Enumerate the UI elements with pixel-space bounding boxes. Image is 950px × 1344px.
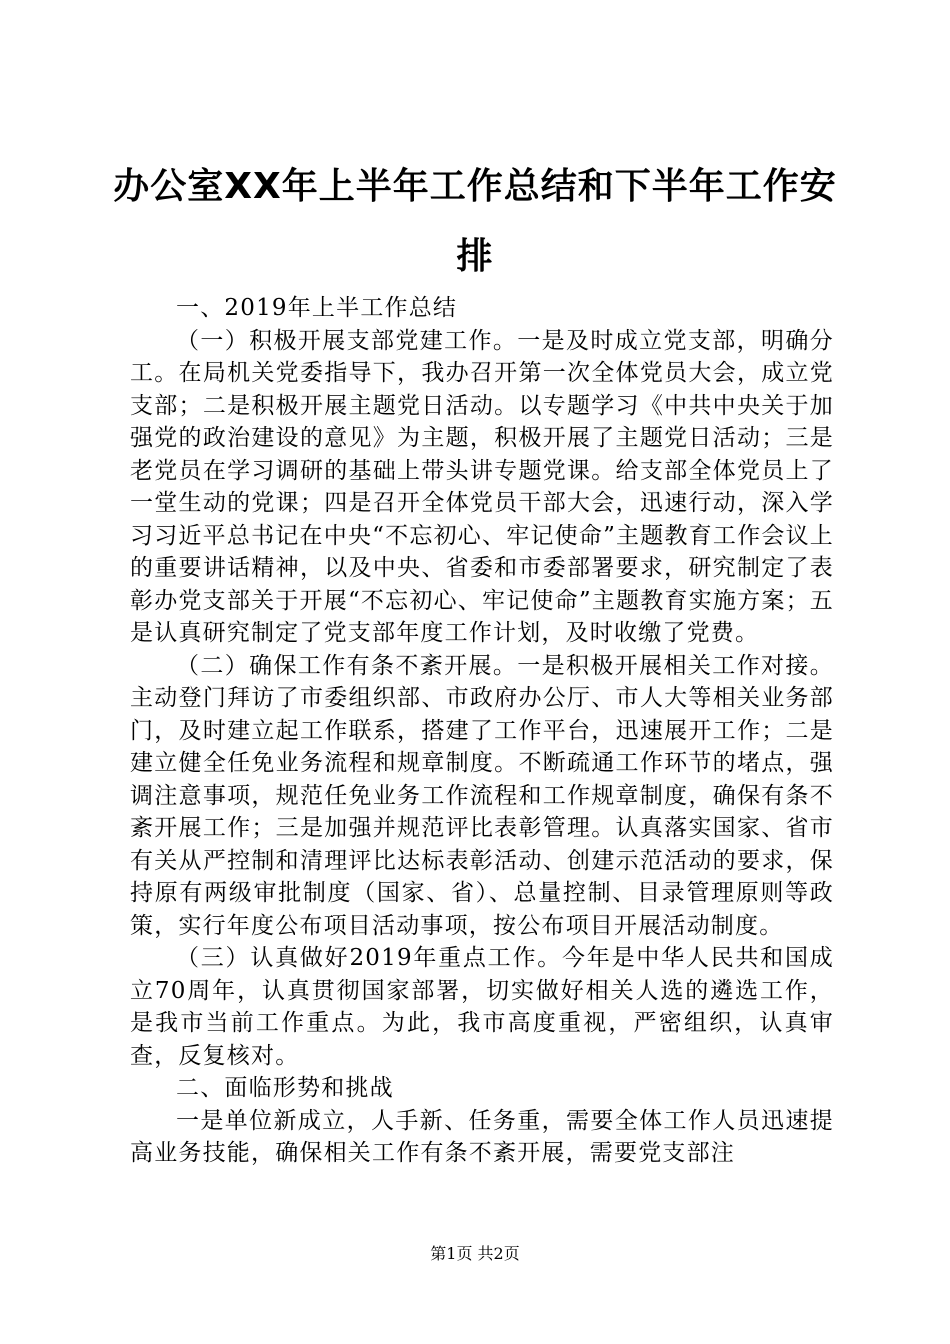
paragraph-party-building: （一）积极开展支部党建工作。一是及时成立党支部，明确分工。在局机关党委指导下，我办召开第一次全体党员大会，成立党支部；二是积极开展主题党日活动。以专题学习《中共中央关于加强党的政治建设的意见》为主题，积极开展了主题党日活动；三是老党员在学习调研的基础上带头讲专题党课。给支部全体党员上了一堂生动的党课；四是召开全体党员干部大会，迅速行动，深入学习习近平总书记在中央“不忘初心、牢记使命”主题教育工作会议上的重要讲话精神，以及中央、省委和市委部署要求，研究制定了表彰办党支部关于开展“不忘初心、牢记使命”主题教育实施方案；五是认真研究制定了党支部年度工作计划，及时收缴了党费。 — [130, 327, 834, 646]
document-body — [130, 292, 834, 1170]
page-number-footer: 第1页 共2页 — [430, 1244, 520, 1263]
section-heading-1: 一、2019年上半工作总结 — [176, 295, 458, 321]
paragraph-key-work-2019: （三）认真做好2019年重点工作。今年是中华人民共和国成立70周年，认真贯彻国家部署，切实做好相关人选的遴选工作，是我市当前工作重点。为此，我市高度重视，严密组织，认真审查，反复核对。 — [130, 945, 834, 1069]
document-title: 办公室XX年上半年工作总结和下半年工作安排 — [113, 166, 837, 277]
section-heading-2: 二、面临形势和挑战 — [176, 1075, 394, 1101]
paragraph-orderly-work: （二）确保工作有条不紊开展。一是积极开展相关工作对接。主动登门拜访了市委组织部、市政府办公厅、市人大等相关业务部门，及时建立起工作联系，搭建了工作平台，迅速展开工作；二是建立健全任免业务流程和规章制度。不断疏通工作环节的堵点，强调注意事项，规范任免业务工作流程和工作规章制度，确保有条不紊开展工作；三是加强并规范评比表彰管理。认真落实国家、省市有关从严控制和清理评比达标表彰活动、创建示范活动的要求，保持原有两级审批制度（国家、省）、总量控制、目录管理原则等政策，实行年度公布项目活动事项，按公布项目开展活动制度。 — [130, 652, 834, 939]
paragraph-challenges: 一是单位新成立，人手新、任务重，需要全体工作人员迅速提高业务技能，确保相关工作有条不紊开展，需要党支部注 — [130, 1107, 834, 1166]
